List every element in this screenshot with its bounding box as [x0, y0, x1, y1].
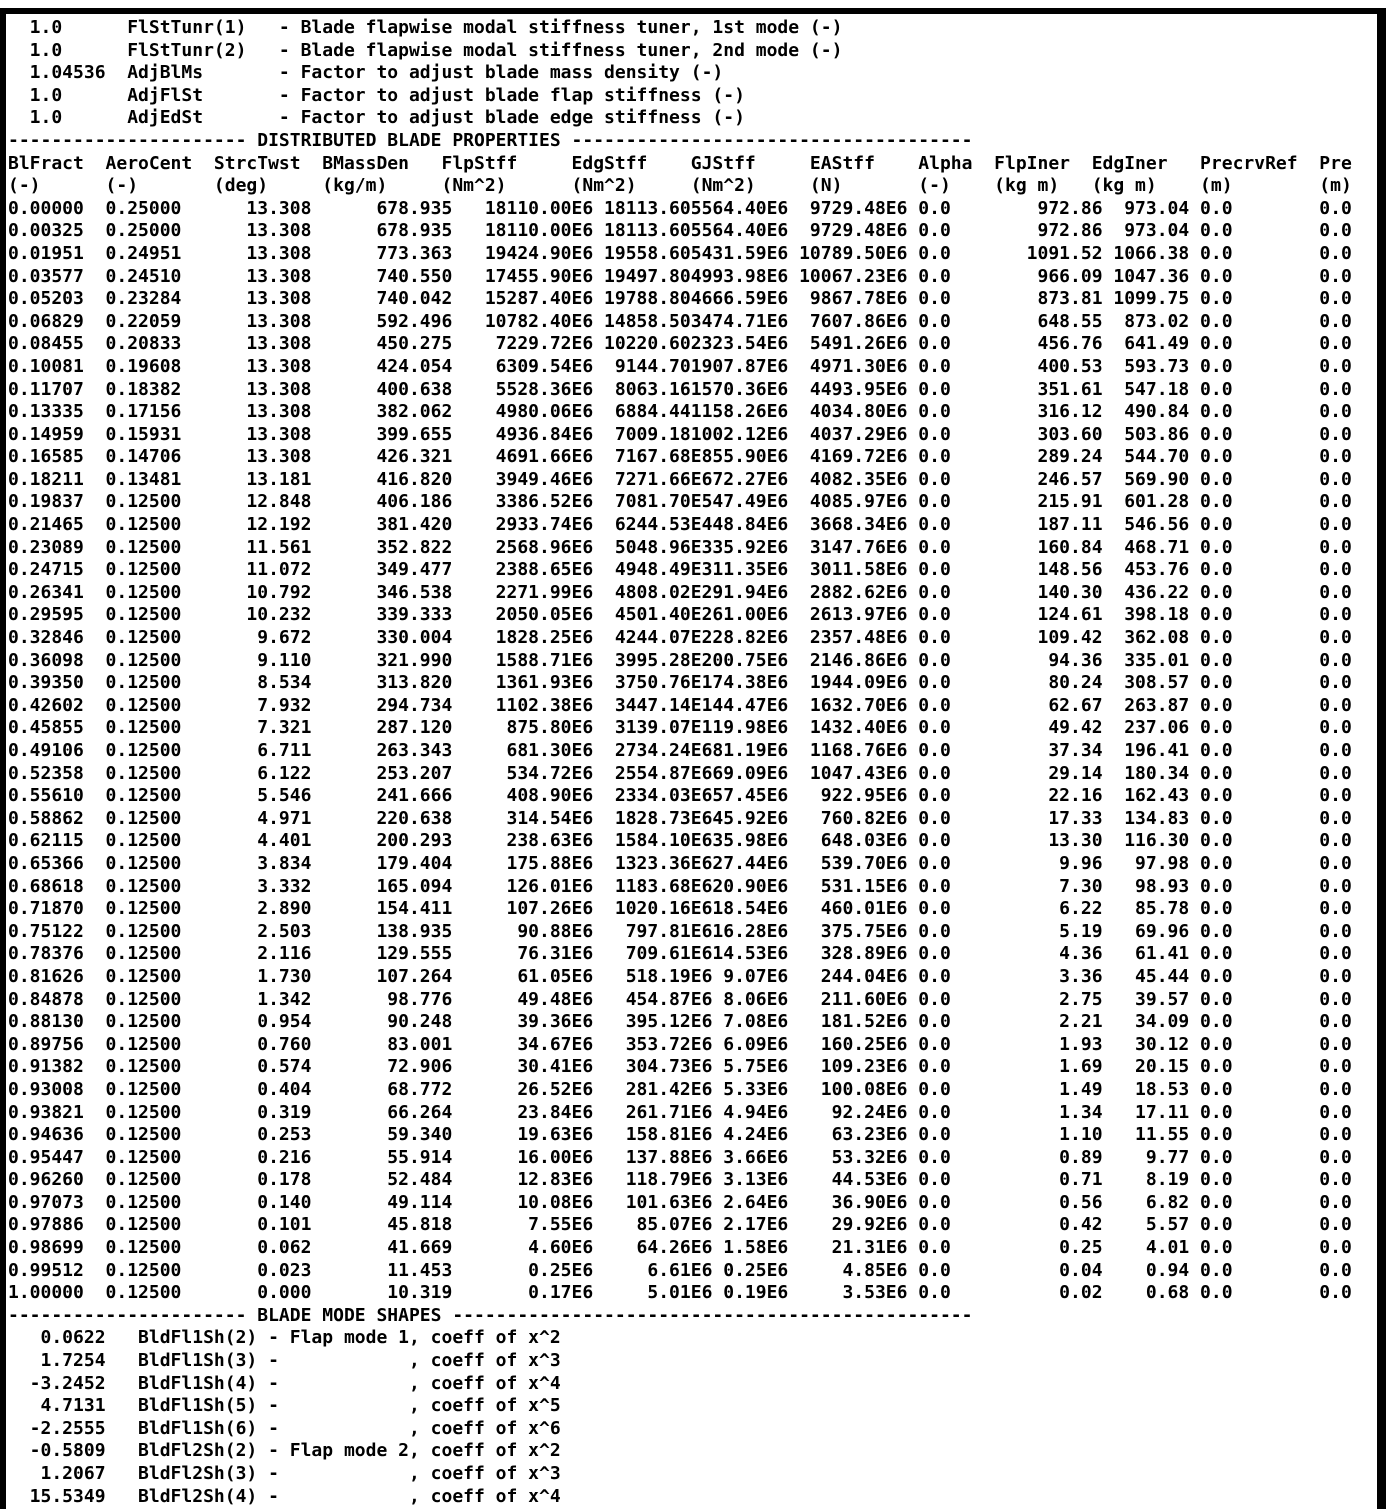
table-header-line: BlFract AeroCent StrcTwst BMassDen FlpStff EdgStff GJStff EAStff Alpha FlpIner EdgIner PrecrvRef Pre	[8, 152, 1352, 174]
table-row: 0.42602 0.12500 7.932 294.734 1102.38E6 3447.14E144.47E6 1632.70E6 0.0 62.67 263.87 0.0 0.0	[8, 694, 1352, 716]
table-row: 0.49106 0.12500 6.711 263.343 681.30E6 2734.24E681.19E6 1168.76E6 0.0 37.34 196.41 0.0 0.0	[8, 740, 1352, 761]
mode-shape-line: -0.5809 BldFl2Sh(2) - Flap mode 2, coeff of x^2	[8, 1440, 561, 1462]
table-row: 0.55610 0.12500 5.546 241.666 408.90E6 2334.03E657.45E6 922.95E6 0.0 22.16 162.43 0.0 0.0	[8, 785, 1352, 807]
table-units-line: (-) (-) (deg) (kg/m) (Nm^2) (Nm^2) (Nm^2) (N) (-) (kg m) (kg m) (m) (m)	[8, 175, 1352, 197]
table-row: 0.23089 0.12500 11.561 352.822 2568.96E6 5048.96E335.92E6 3147.76E6 0.0 160.84 468.71 0.0 0.0	[8, 536, 1352, 558]
table-row: 0.84878 0.12500 1.342 98.776 49.48E6 454.87E6 8.06E6 211.60E6 0.0 2.75 39.57 0.0 0.0	[8, 988, 1352, 1010]
table-row: 0.75122 0.12500 2.503 138.935 90.88E6 797.81E616.28E6 375.75E6 0.0 5.19 69.96 0.0 0.0	[8, 920, 1352, 942]
table-row: 0.94636 0.12500 0.253 59.340 19.63E6 158.81E6 4.24E6 63.23E6 0.0 1.10 11.55 0.0 0.0	[8, 1124, 1352, 1146]
table-row: 0.24715 0.12500 11.072 349.477 2388.65E6 4948.49E311.35E6 3011.58E6 0.0 148.56 453.76 0.0 0.0	[8, 559, 1352, 581]
table-row: 0.21465 0.12500 12.192 381.420 2933.74E6 6244.53E448.84E6 3668.34E6 0.0 187.11 546.56 0.0 0.0	[8, 514, 1352, 536]
param-line: 1.0 AdjFlSt - Factor to adjust blade flap stiffness (-)	[8, 84, 745, 106]
table-row: 0.16585 0.14706 13.308 426.321 4691.66E6 7167.68E855.90E6 4169.72E6 0.0 289.24 544.70 0.0 0.0	[8, 446, 1352, 468]
mode-shape-line: 1.2067 BldFl2Sh(3) - , coeff of x^3	[8, 1463, 561, 1484]
table-row: 0.98699 0.12500 0.062 41.669 4.60E6 64.26E6 1.58E6 21.31E6 0.0 0.25 4.01 0.0 0.0	[8, 1237, 1352, 1259]
table-row: 1.00000 0.12500 0.000 10.319 0.17E6 5.01E6 0.19E6 3.53E6 0.0 0.02 0.68 0.0 0.0	[8, 1282, 1352, 1304]
table-row: 0.93008 0.12500 0.404 68.772 26.52E6 281.42E6 5.33E6 100.08E6 0.0 1.49 18.53 0.0 0.0	[8, 1078, 1352, 1100]
table-row: 0.03577 0.24510 13.308 740.550 17455.90E6 19497.804993.98E6 10067.23E6 0.0 966.09 1047.36 0.0 0.0	[8, 265, 1352, 287]
table-row: 0.96260 0.12500 0.178 52.484 12.83E6 118.79E6 3.13E6 44.53E6 0.0 0.71 8.19 0.0 0.0	[8, 1169, 1352, 1191]
param-line: 1.0 FlStTunr(2) - Blade flapwise modal stiffness tuner, 2nd mode (-)	[8, 39, 843, 61]
section-divider-mode-shapes: ---------------------- BLADE MODE SHAPES ------------------------------------------------	[8, 1304, 973, 1326]
table-row: 0.36098 0.12500 9.110 321.990 1588.71E6 3995.28E200.75E6 2146.86E6 0.0 94.36 335.01 0.0 0.0	[8, 649, 1352, 671]
table-row: 0.68618 0.12500 3.332 165.094 126.01E6 1183.68E620.90E6 531.15E6 0.0 7.30 98.93 0.0 0.0	[8, 875, 1352, 897]
table-row: 0.00000 0.25000 13.308 678.935 18110.00E6 18113.605564.40E6 9729.48E6 0.0 972.86 973.04 0.0 0.0	[8, 197, 1352, 219]
table-row: 0.88130 0.12500 0.954 90.248 39.36E6 395.12E6 7.08E6 181.52E6 0.0 2.21 34.09 0.0 0.0	[8, 1011, 1352, 1033]
param-line: 1.0 FlStTunr(1) - Blade flapwise modal stiffness tuner, 1st mode (-)	[8, 17, 843, 38]
table-row: 0.81626 0.12500 1.730 107.264 61.05E6 518.19E6 9.07E6 244.04E6 0.0 3.36 45.44 0.0 0.0	[8, 965, 1352, 987]
table-row: 0.93821 0.12500 0.319 66.264 23.84E6 261.71E6 4.94E6 92.24E6 0.0 1.34 17.11 0.0 0.0	[8, 1101, 1352, 1123]
param-line: 1.0 AdjEdSt - Factor to adjust blade edge stiffness (-)	[8, 107, 745, 129]
table-row: 0.99512 0.12500 0.023 11.453 0.25E6 6.61E6 0.25E6 4.85E6 0.0 0.04 0.94 0.0 0.0	[8, 1259, 1352, 1281]
table-row: 0.91382 0.12500 0.574 72.906 30.41E6 304.73E6 5.75E6 109.23E6 0.0 1.69 20.15 0.0 0.0	[8, 1056, 1352, 1078]
table-row: 0.10081 0.19608 13.308 424.054 6309.54E6 9144.701907.87E6 4971.30E6 0.0 400.53 593.73 0.0 0.0	[8, 355, 1352, 377]
table-row: 0.18211 0.13481 13.181 416.820 3949.46E6 7271.66E672.27E6 4082.35E6 0.0 246.57 569.90 0.0 0.0	[8, 468, 1352, 490]
table-row: 0.05203 0.23284 13.308 740.042 15287.40E6 19788.804666.59E6 9867.78E6 0.0 873.81 1099.75 0.0 0.0	[8, 288, 1352, 310]
mode-shape-line: 15.5349 BldFl2Sh(4) - , coeff of x^4	[8, 1485, 561, 1507]
table-row: 0.95447 0.12500 0.216 55.914 16.00E6 137.88E6 3.66E6 53.32E6 0.0 0.89 9.77 0.0 0.0	[8, 1146, 1352, 1168]
table-row: 0.71870 0.12500 2.890 154.411 107.26E6 1020.16E618.54E6 460.01E6 0.0 6.22 85.78 0.0 0.0	[8, 898, 1352, 920]
table-row: 0.97073 0.12500 0.140 49.114 10.08E6 101.63E6 2.64E6 36.90E6 0.0 0.56 6.82 0.0 0.0	[8, 1191, 1352, 1213]
table-row: 0.06829 0.22059 13.308 592.496 10782.40E6 14858.503474.71E6 7607.86E6 0.0 648.55 873.02 0.0 0.0	[8, 310, 1352, 332]
mode-shape-line: 4.7131 BldFl1Sh(5) - , coeff of x^5	[8, 1395, 561, 1417]
table-row: 0.45855 0.12500 7.321 287.120 875.80E6 3139.07E119.98E6 1432.40E6 0.0 49.42 237.06 0.0 0.0	[8, 717, 1352, 739]
table-row: 0.11707 0.18382 13.308 400.638 5528.36E6 8063.161570.36E6 4493.95E6 0.0 351.61 547.18 0.0 0.0	[8, 378, 1352, 400]
table-row: 0.97886 0.12500 0.101 45.818 7.55E6 85.07E6 2.17E6 29.92E6 0.0 0.42 5.57 0.0 0.0	[8, 1214, 1352, 1236]
table-row: 0.78376 0.12500 2.116 129.555 76.31E6 709.61E614.53E6 328.89E6 0.0 4.36 61.41 0.0 0.0	[8, 943, 1352, 965]
blade-data-file-view	[0, 8, 1386, 1509]
param-line: 1.04536 AdjBlMs - Factor to adjust blade mass density (-)	[8, 62, 724, 84]
table-row: 0.32846 0.12500 9.672 330.004 1828.25E6 4244.07E228.82E6 2357.48E6 0.0 109.42 362.08 0.0 0.0	[8, 627, 1352, 649]
table-row: 0.58862 0.12500 4.971 220.638 314.54E6 1828.73E645.92E6 760.82E6 0.0 17.33 134.83 0.0 0.0	[8, 807, 1352, 829]
table-row: 0.08455 0.20833 13.308 450.275 7229.72E6 10220.602323.54E6 5491.26E6 0.0 456.76 641.49 0.0 0.0	[8, 333, 1352, 355]
table-row: 0.00325 0.25000 13.308 678.935 18110.00E6 18113.605564.40E6 9729.48E6 0.0 972.86 973.04 0.0 0.0	[8, 220, 1352, 242]
table-row: 0.52358 0.12500 6.122 253.207 534.72E6 2554.87E669.09E6 1047.43E6 0.0 29.14 180.34 0.0 0.0	[8, 762, 1352, 784]
table-row: 0.65366 0.12500 3.834 179.404 175.88E6 1323.36E627.44E6 539.70E6 0.0 9.96 97.98 0.0 0.0	[8, 852, 1352, 874]
table-row: 0.62115 0.12500 4.401 200.293 238.63E6 1584.10E635.98E6 648.03E6 0.0 13.30 116.30 0.0 0.0	[8, 830, 1352, 852]
mode-shape-line: -3.2452 BldFl1Sh(4) - , coeff of x^4	[8, 1372, 561, 1394]
table-row: 0.14959 0.15931 13.308 399.655 4936.84E6 7009.181002.12E6 4037.29E6 0.0 303.60 503.86 0.0 0.0	[8, 423, 1352, 445]
table-row: 0.29595 0.12500 10.232 339.333 2050.05E6 4501.40E261.00E6 2613.97E6 0.0 124.61 398.18 0.0 0.0	[8, 604, 1352, 626]
table-row: 0.39350 0.12500 8.534 313.820 1361.93E6 3750.76E174.38E6 1944.09E6 0.0 80.24 308.57 0.0 0.0	[8, 672, 1352, 694]
section-divider-blade-properties: ---------------------- DISTRIBUTED BLADE PROPERTIES -------------------------------------	[8, 129, 973, 151]
table-row: 0.89756 0.12500 0.760 83.001 34.67E6 353.72E6 6.09E6 160.25E6 0.0 1.93 30.12 0.0 0.0	[8, 1033, 1352, 1055]
mode-shape-line: -2.2555 BldFl1Sh(6) - , coeff of x^6	[8, 1417, 561, 1439]
table-row: 0.26341 0.12500 10.792 346.538 2271.99E6 4808.02E291.94E6 2882.62E6 0.0 140.30 436.22 0.0 0.0	[8, 581, 1352, 603]
table-row: 0.19837 0.12500 12.848 406.186 3386.52E6 7081.70E547.49E6 4085.97E6 0.0 215.91 601.28 0.0 0.0	[8, 491, 1352, 513]
mode-shape-line: 0.0622 BldFl1Sh(2) - Flap mode 1, coeff of x^2	[8, 1327, 561, 1349]
table-row: 0.13335 0.17156 13.308 382.062 4980.06E6 6884.441158.26E6 4034.80E6 0.0 316.12 490.84 0.0 0.0	[8, 401, 1352, 423]
mode-shape-line: 1.7254 BldFl1Sh(3) - , coeff of x^3	[8, 1350, 561, 1372]
table-row: 0.01951 0.24951 13.308 773.363 19424.90E6 19558.605431.59E6 10789.50E6 0.0 1091.52 1066.38 0.0 0.0	[8, 242, 1352, 264]
